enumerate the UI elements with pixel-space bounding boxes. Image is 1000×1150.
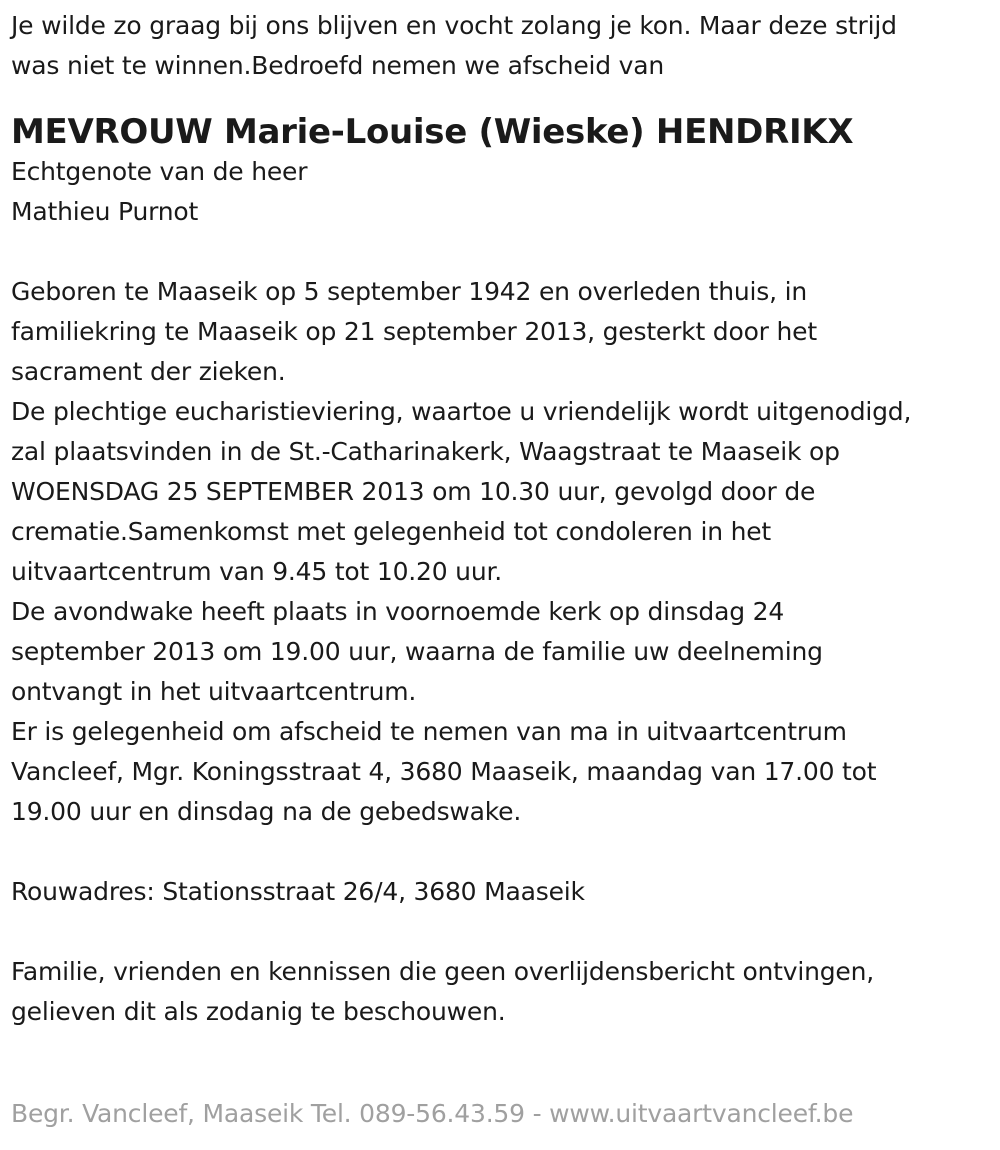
intro-line: Je wilde zo graag bij ons blijven en vocht zolang je kon. Maar deze strijd (11, 11, 897, 40)
notice-line: Familie, vrienden en kennissen die geen overlijdensbericht ontvingen, (11, 957, 875, 986)
body-line: zal plaatsvinden in de St.-Catharinakerk, Waagstraat te Maaseik op (11, 437, 840, 466)
body-line: De plechtige eucharistieviering, waartoe u vriendelijk wordt uitgenodigd, (11, 397, 912, 426)
notice-line: gelieven dit als zodanig te beschouwen. (11, 997, 506, 1026)
body-line: september 2013 om 19.00 uur, waarna de familie uw deelneming (11, 637, 823, 666)
body-line: Er is gelegenheid om afscheid te nemen van ma in uitvaartcentrum (11, 717, 847, 746)
body-line: Vancleef, Mgr. Koningsstraat 4, 3680 Maaseik, maandag van 17.00 tot (11, 757, 877, 786)
spacer (11, 832, 996, 872)
spouse-line: Echtgenote van de heer (11, 157, 308, 186)
spacer (11, 912, 996, 952)
spouse-line: Mathieu Purnot (11, 197, 199, 226)
intro-line: was niet te winnen.Bedroefd nemen we afscheid van (11, 51, 665, 80)
body-line: ontvangt in het uitvaartcentrum. (11, 677, 417, 706)
mourning-address: Rouwadres: Stationsstraat 26/4, 3680 Maaseik (11, 877, 585, 906)
body-line: 19.00 uur en dinsdag na de gebedswake. (11, 797, 522, 826)
deceased-name: MEVROUW Marie-Louise (Wieske) HENDRIKX (11, 112, 854, 152)
spacer (11, 232, 996, 272)
intro-text (11, 6, 996, 86)
notice-text (11, 952, 996, 1032)
body-line: De avondwake heeft plaats in voornoemde kerk op dinsdag 24 (11, 597, 785, 626)
ceremony-details (11, 272, 996, 832)
body-line: WOENSDAG 25 SEPTEMBER 2013 om 10.30 uur, gevolgd door de (11, 477, 816, 506)
obituary-notice (11, 6, 996, 1032)
body-line: Geboren te Maaseik op 5 september 1942 en overleden thuis, in (11, 277, 807, 306)
body-line: crematie.Samenkomst met gelegenheid tot condoleren in het (11, 517, 772, 546)
funeral-home-footer: Begr. Vancleef, Maaseik Tel. 089-56.43.59 - www.uitvaartvancleef.be (11, 1099, 854, 1128)
body-line: uitvaartcentrum van 9.45 tot 10.20 uur. (11, 557, 503, 586)
body-line: familiekring te Maaseik op 21 september 2013, gesterkt door het (11, 317, 817, 346)
spouse-info (11, 152, 996, 232)
body-line: sacrament der zieken. (11, 357, 286, 386)
